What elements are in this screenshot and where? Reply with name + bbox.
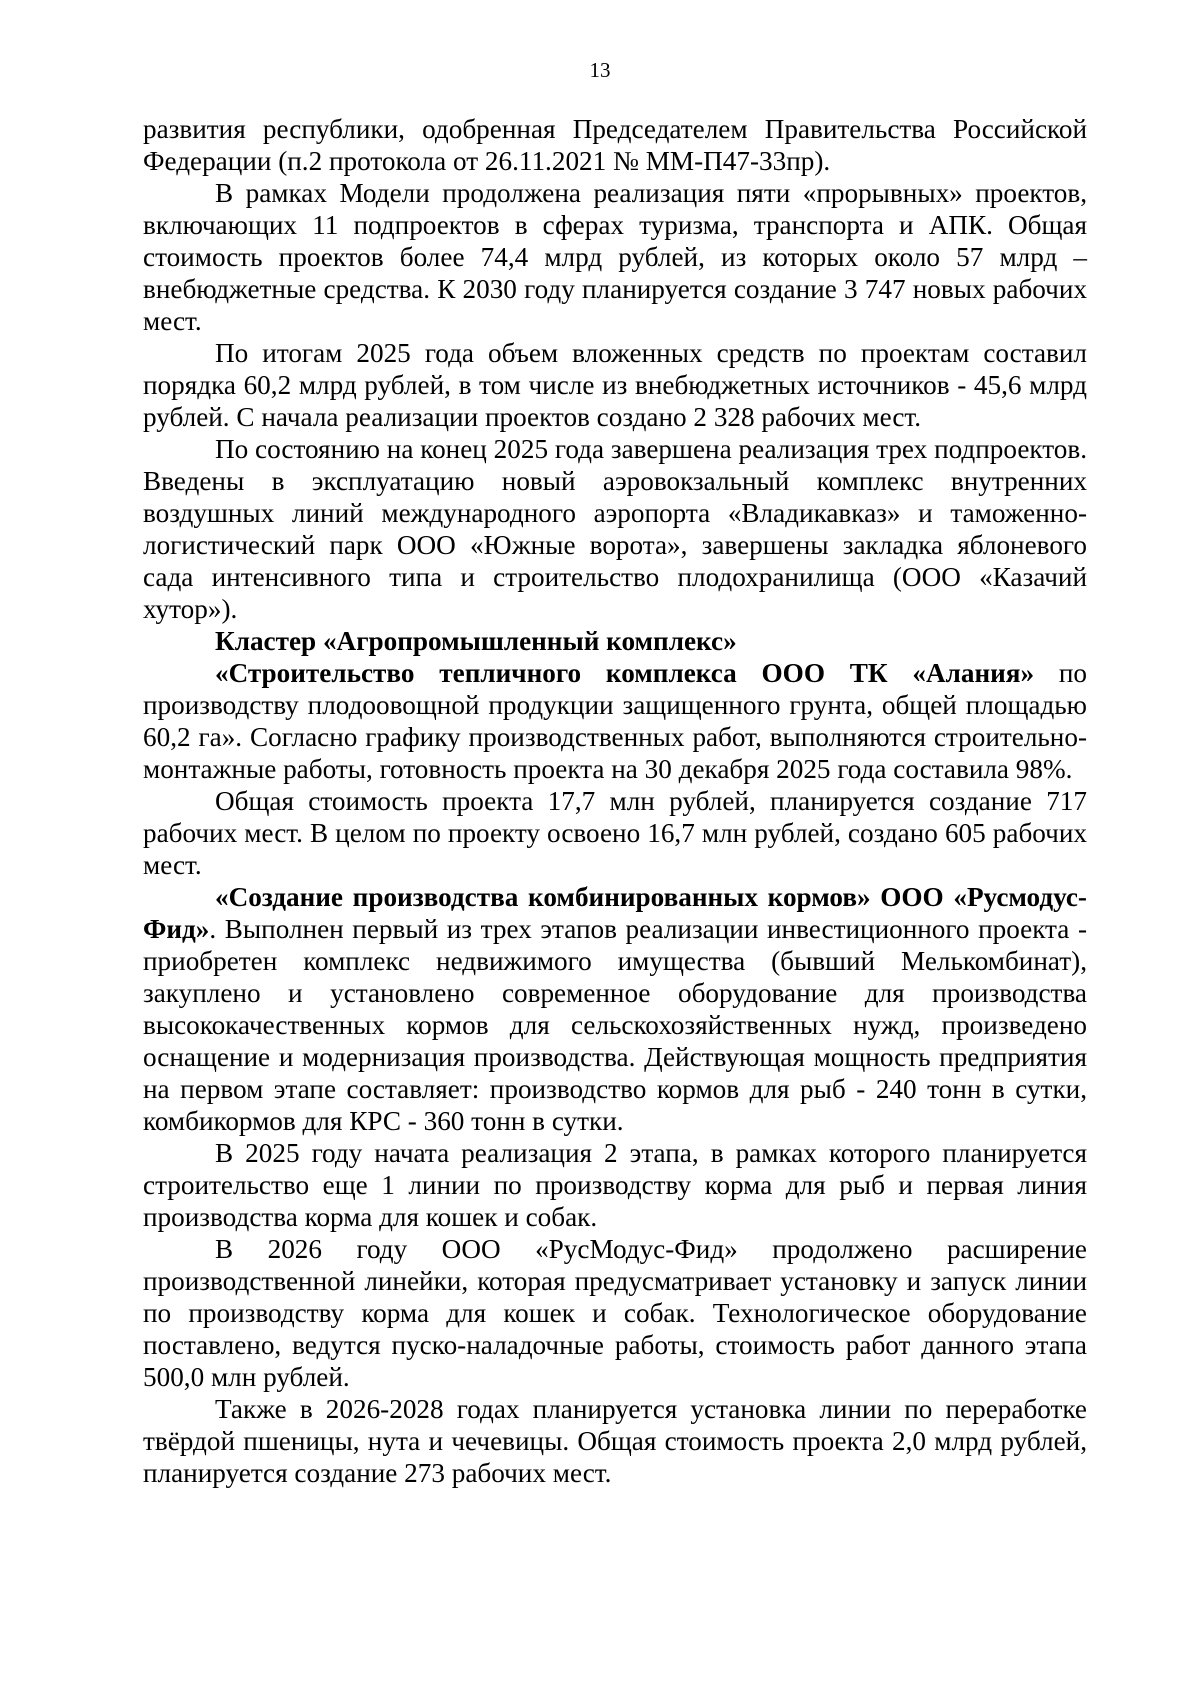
paragraph: По итогам 2025 года объем вложенных средств по проектам составил порядка 60,2 млрд рублей, в том числе из внебюджетных источников - 45,6 млрд рублей. С начала реализации проектов создано 2 328 рабочих мест. [143,338,1087,432]
paragraph-text: . Выполнен первый из трех этапов реализации инвестиционного проекта - приобретен комплекс недвижимого имущества (бывший Мелькомбинат), закуплено и установлено современное оборудование для производства высококачественных кормов для сельскохозяйственных нужд, произведено оснащение и модернизация производства. Действующая мощность предприятия на первом этапе составляет: производство кормов для рыб - 240 тонн в сутки, комбикормов для КРС - 360 тонн в сутки. [143,914,1087,1136]
paragraph-text: по производству плодоовощной продукции защищенного грунта, общей площадью 60,2 га». Согласно графику производственных работ, выполняются строительно-монтажные работы, готовность проекта на 30 декабря 2025 года составила 98%. [143,658,1087,784]
document-body [143,113,1087,1489]
page-number: 13 [589,58,611,82]
project-title: «Создание производства комбинированных кормов» ООО «Русмодус-Фид» [143,882,1087,944]
paragraph: В рамках Модели продолжена реализация пяти «прорывных» проектов, включающих 11 подпроектов в сферах туризма, транспорта и АПК. Общая стоимость проектов более 74,4 млрд рублей, из которых около 57 млрд – внебюджетные средства. К 2030 году планируется создание 3 747 новых рабочих мест. [143,178,1087,336]
paragraph: Также в 2026-2028 годах планируется установка линии по переработке твёрдой пшеницы, нута и чечевицы. Общая стоимость проекта 2,0 млрд рублей, планируется создание 273 рабочих мест. [143,1394,1087,1488]
paragraph: развития республики, одобренная Председателем Правительства Российской Федерации (п.2 протокола от 26.11.2021 № ММ-П47-33пр). [143,114,1087,176]
paragraph [143,881,1087,1137]
project-title: «Строительство тепличного комплекса ООО ТК «Алания» [215,658,1035,688]
paragraph: По состоянию на конец 2025 года завершена реализация трех подпроектов. Введены в эксплуатацию новый аэровокзальный комплекс внутренних воздушных линий международного аэропорта «Владикавказ» и таможенно-логистический парк ООО «Южные ворота», завершены закладка яблоневого сада интенсивного типа и строительство плодохранилища (ООО «Казачий хутор»). [143,434,1087,624]
section-heading: Кластер «Агропромышленный комплекс» [215,626,737,656]
paragraph: Общая стоимость проекта 17,7 млн рублей, планируется создание 717 рабочих мест. В целом по проекту освоено 16,7 млн рублей, создано 605 рабочих мест. [143,786,1087,880]
paragraph [143,657,1087,785]
paragraph: В 2026 году ООО «РусМодус-Фид» продолжено расширение производственной линейки, которая предусматривает установку и запуск линии по производству корма для кошек и собак. Технологическое оборудование поставлено, ведутся пуско-наладочные работы, стоимость работ данного этапа 500,0 млн рублей. [143,1234,1087,1392]
paragraph: В 2025 году начата реализация 2 этапа, в рамках которого планируется строительство еще 1 линии по производству корма для рыб и первая линия производства корма для кошек и собак. [143,1138,1087,1232]
